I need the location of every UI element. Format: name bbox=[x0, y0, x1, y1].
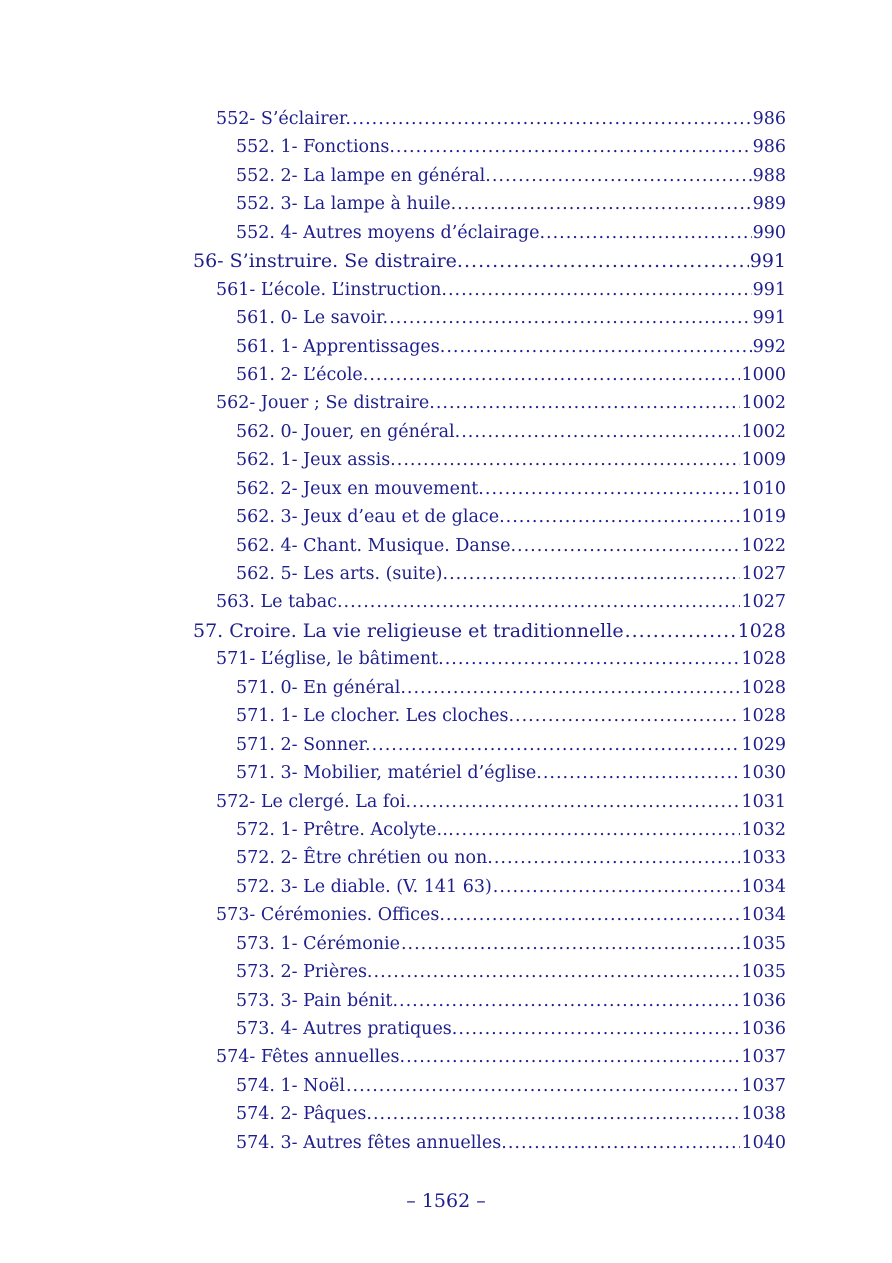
toc-entry[interactable] bbox=[0, 446, 892, 474]
toc-entry[interactable] bbox=[0, 645, 892, 673]
dot-leader bbox=[399, 987, 740, 1015]
toc-entry-page: 1030 bbox=[741, 763, 786, 784]
toc-entry-title: 552. 2- La lampe en général. bbox=[236, 165, 491, 186]
toc-entry[interactable] bbox=[0, 1072, 892, 1100]
toc-entry-title: 562. 2- Jeux en mouvement. bbox=[236, 478, 484, 499]
toc-entry-page: 1038 bbox=[741, 1104, 786, 1125]
toc-entry-row bbox=[236, 1129, 786, 1157]
toc-entry-page: 986 bbox=[752, 137, 786, 158]
toc-entry[interactable] bbox=[0, 503, 892, 531]
dot-leader bbox=[352, 105, 752, 133]
toc-entry-title: 571. 2- Sonner. bbox=[236, 734, 371, 755]
toc-entry-row bbox=[236, 1015, 786, 1043]
toc-entry-title: 571. 1- Le clocher. Les cloches. bbox=[236, 706, 515, 727]
dot-leader bbox=[455, 816, 741, 844]
toc-entry[interactable] bbox=[0, 958, 892, 986]
toc-entry-row bbox=[236, 162, 786, 190]
dot-leader bbox=[346, 1072, 741, 1100]
toc-entry-page: 1034 bbox=[741, 876, 786, 897]
toc-entry-title: 574- Fêtes annuelles. bbox=[216, 1047, 406, 1068]
toc-entry[interactable] bbox=[0, 133, 892, 161]
dot-leader bbox=[412, 788, 740, 816]
toc-entry-title: 562- Jouer ; Se distraire. bbox=[216, 393, 435, 414]
dot-leader bbox=[485, 475, 741, 503]
toc-entry-page: 1037 bbox=[741, 1047, 786, 1068]
toc-entry-title: 574. 3- Autres fêtes annuelles. bbox=[236, 1132, 507, 1153]
toc-entry-title: 571. 3- Mobilier, matériel d’église. bbox=[236, 763, 542, 784]
dot-leader bbox=[515, 702, 740, 730]
toc-entry-title: 572. 1- Prêtre. Acolyte… bbox=[236, 819, 454, 840]
toc-entry-title: 572- Le clergé. La foi. bbox=[216, 791, 412, 812]
toc-entry-page: 991 bbox=[752, 308, 786, 329]
dot-leader bbox=[372, 731, 741, 759]
toc-entry-row bbox=[216, 901, 786, 929]
toc-entry-page: 1034 bbox=[741, 905, 786, 926]
toc-entry-row bbox=[216, 645, 786, 673]
dot-leader bbox=[344, 588, 741, 616]
toc-entry-row bbox=[216, 1043, 786, 1071]
toc-entry[interactable] bbox=[0, 304, 892, 332]
toc-entry[interactable] bbox=[0, 788, 892, 816]
toc-entry[interactable] bbox=[0, 844, 892, 872]
dot-leader bbox=[369, 361, 740, 389]
toc-entry-row bbox=[236, 475, 786, 503]
toc-entry-row bbox=[236, 503, 786, 531]
toc-entry-page: 1028 bbox=[737, 619, 786, 642]
toc-entry-page: 1037 bbox=[741, 1075, 786, 1096]
dot-leader bbox=[543, 759, 741, 787]
dot-leader bbox=[457, 190, 751, 218]
toc-entry-row bbox=[236, 731, 786, 759]
toc-entry-title: 563. Le tabac. bbox=[216, 592, 343, 613]
toc-entry-row bbox=[236, 816, 786, 844]
dot-leader bbox=[546, 219, 752, 247]
toc-entry-row bbox=[236, 702, 786, 730]
toc-entry-page: 1040 bbox=[741, 1132, 786, 1153]
toc-entry[interactable] bbox=[0, 901, 892, 929]
toc-entry-page: 989 bbox=[752, 194, 786, 215]
dot-leader bbox=[407, 674, 741, 702]
toc-entry[interactable] bbox=[0, 333, 892, 361]
toc-entry-page: 1027 bbox=[741, 564, 786, 584]
toc-entry-row bbox=[236, 333, 786, 361]
toc-entry-title: 561. 1- Apprentissages. bbox=[236, 336, 446, 357]
toc-entry-title: 552. 4- Autres moyens d’éclairage. bbox=[236, 222, 546, 243]
toc-entry-title: 572. 2- Être chrétien ou non. bbox=[236, 848, 493, 869]
toc-entry-row bbox=[236, 133, 786, 161]
toc-entry-page: 986 bbox=[752, 109, 786, 129]
toc-entry-page: 1031 bbox=[741, 791, 786, 812]
toc-entry-page: 1036 bbox=[741, 1019, 786, 1039]
toc-entry-title: 552- S’éclairer. bbox=[216, 109, 351, 129]
toc-entry-row bbox=[216, 389, 786, 417]
toc-entry[interactable] bbox=[0, 190, 892, 218]
toc-entry-row bbox=[236, 219, 786, 247]
toc-entry-page: 1002 bbox=[741, 421, 786, 442]
toc-entry[interactable] bbox=[0, 702, 892, 730]
dot-leader bbox=[493, 873, 741, 901]
dot-leader bbox=[506, 503, 741, 531]
toc-entry-row bbox=[236, 1072, 786, 1100]
dot-leader bbox=[464, 247, 749, 275]
dot-leader bbox=[446, 901, 741, 929]
dot-leader bbox=[461, 418, 740, 446]
toc-entry[interactable] bbox=[0, 247, 892, 275]
toc-entry-row bbox=[216, 276, 786, 304]
toc-entry-title: 571. 0- En général. bbox=[236, 677, 406, 698]
dot-leader bbox=[458, 1015, 740, 1043]
toc-entry-row bbox=[236, 532, 786, 560]
toc-entry-page: 1028 bbox=[741, 706, 786, 727]
toc-entry-row bbox=[236, 446, 786, 474]
toc-entry-page: 1033 bbox=[741, 848, 786, 869]
toc-entry-row bbox=[236, 958, 786, 986]
toc-entry[interactable] bbox=[0, 361, 892, 389]
toc-entry-title: 573. 4- Autres pratiques. bbox=[236, 1019, 458, 1039]
toc-entry[interactable] bbox=[0, 1015, 892, 1043]
toc-entry-title: 562. 4- Chant. Musique. Danse. bbox=[236, 535, 517, 556]
table-of-contents bbox=[0, 105, 892, 1157]
dot-leader bbox=[492, 162, 752, 190]
dot-leader bbox=[445, 645, 741, 673]
dot-leader bbox=[448, 276, 752, 304]
toc-entry[interactable] bbox=[0, 987, 892, 1015]
toc-entry-page: 1032 bbox=[741, 819, 786, 840]
toc-entry-page: 990 bbox=[752, 222, 786, 243]
dot-leader bbox=[508, 1129, 741, 1157]
toc-entry-row bbox=[236, 361, 786, 389]
toc-entry-row bbox=[236, 759, 786, 787]
toc-entry-row bbox=[193, 617, 786, 645]
toc-entry[interactable] bbox=[0, 105, 892, 133]
toc-entry-title: 561. 0- Le savoir. bbox=[236, 308, 389, 329]
toc-entry-title: 573- Cérémonies. Offices. bbox=[216, 905, 445, 926]
toc-entry-title: 574. 1- Noël bbox=[236, 1075, 345, 1096]
toc-entry-title: 572. 3- Le diable. (V. 141 63) bbox=[236, 876, 492, 897]
toc-entry[interactable] bbox=[0, 162, 892, 190]
toc-entry-title: 562. 5- Les arts. (suite). bbox=[236, 564, 449, 584]
toc-entry-title: 571- L’église, le bâtiment. bbox=[216, 649, 444, 670]
dot-leader bbox=[446, 333, 751, 361]
toc-entry-page: 991 bbox=[752, 279, 786, 300]
dot-leader bbox=[401, 930, 740, 958]
toc-entry-title: 56- S’instruire. Se distraire. bbox=[193, 250, 463, 273]
toc-entry[interactable] bbox=[0, 930, 892, 958]
toc-entry-title: 552. 3- La lampe à huile. bbox=[236, 194, 457, 215]
toc-entry-page: 1022 bbox=[741, 535, 786, 556]
toc-entry-row bbox=[236, 1100, 786, 1128]
toc-entry-page: 1009 bbox=[741, 450, 786, 471]
dot-leader bbox=[389, 304, 751, 332]
toc-entry-row bbox=[236, 190, 786, 218]
toc-entry[interactable] bbox=[0, 418, 892, 446]
page-number: – 1562 – bbox=[406, 1190, 486, 1212]
toc-entry-page: 1035 bbox=[741, 962, 786, 983]
toc-entry[interactable] bbox=[0, 731, 892, 759]
toc-entry-row bbox=[216, 105, 786, 133]
toc-entry-page: 1029 bbox=[741, 734, 786, 755]
toc-entry-row bbox=[236, 987, 786, 1015]
toc-entry-row bbox=[216, 588, 786, 616]
dot-leader bbox=[406, 1043, 740, 1071]
dot-leader bbox=[625, 617, 737, 645]
toc-entry[interactable] bbox=[0, 219, 892, 247]
toc-entry-title: 561. 2- L’école. bbox=[236, 364, 369, 385]
toc-entry[interactable] bbox=[0, 1129, 892, 1157]
dot-leader bbox=[397, 446, 741, 474]
toc-entry-row bbox=[236, 873, 786, 901]
toc-entry-row bbox=[236, 844, 786, 872]
dot-leader bbox=[517, 532, 740, 560]
toc-entry[interactable] bbox=[0, 1100, 892, 1128]
toc-entry-row bbox=[236, 930, 786, 958]
toc-entry-title: 562. 3- Jeux d’eau et de glace. bbox=[236, 507, 505, 528]
toc-entry[interactable] bbox=[0, 276, 892, 304]
toc-entry[interactable] bbox=[0, 588, 892, 616]
toc-entry[interactable] bbox=[0, 532, 892, 560]
toc-entry-row bbox=[193, 247, 786, 275]
toc-entry-page: 988 bbox=[752, 165, 786, 186]
toc-entry-row bbox=[216, 788, 786, 816]
toc-entry-page: 1028 bbox=[741, 649, 786, 670]
toc-entry[interactable] bbox=[0, 759, 892, 787]
dot-leader bbox=[373, 1100, 741, 1128]
toc-entry[interactable] bbox=[0, 1043, 892, 1071]
toc-entry-row bbox=[236, 560, 786, 588]
toc-entry-title: 57. Croire. La vie religieuse et traditionnelle bbox=[193, 619, 624, 642]
toc-entry-page: 992 bbox=[752, 336, 786, 357]
toc-entry[interactable] bbox=[0, 617, 892, 645]
toc-entry-page: 1027 bbox=[741, 592, 786, 613]
toc-entry-title: 573. 3- Pain bénit. bbox=[236, 990, 399, 1011]
dot-leader bbox=[494, 844, 741, 872]
toc-entry-row bbox=[236, 304, 786, 332]
toc-entry-title: 562. 0- Jouer, en général. bbox=[236, 421, 461, 442]
toc-entry[interactable] bbox=[0, 475, 892, 503]
toc-entry-page: 1036 bbox=[741, 990, 786, 1011]
toc-entry-page: 1002 bbox=[741, 393, 786, 414]
toc-entry[interactable] bbox=[0, 560, 892, 588]
toc-entry-row bbox=[236, 418, 786, 446]
dot-leader bbox=[436, 389, 741, 417]
toc-entry[interactable] bbox=[0, 873, 892, 901]
toc-entry-page: 991 bbox=[749, 250, 786, 273]
toc-entry-page: 1019 bbox=[741, 507, 786, 528]
toc-entry-title: 573. 1- Cérémonie bbox=[236, 933, 400, 954]
toc-entry-page: 1035 bbox=[741, 933, 786, 954]
toc-entry-title: 561- L’école. L’instruction. bbox=[216, 279, 447, 300]
toc-entry-title: 552. 1- Fonctions. bbox=[236, 137, 395, 158]
dot-leader bbox=[374, 958, 741, 986]
toc-entry[interactable] bbox=[0, 674, 892, 702]
toc-entry-row bbox=[236, 674, 786, 702]
toc-entry-title: 562. 1- Jeux assis. bbox=[236, 450, 396, 471]
toc-entry-page: 1000 bbox=[741, 364, 786, 385]
toc-entry[interactable] bbox=[0, 389, 892, 417]
toc-entry-page: 1028 bbox=[741, 677, 786, 698]
toc-entry-page: 1010 bbox=[741, 478, 786, 499]
toc-entry-title: 574. 2- Pâques. bbox=[236, 1104, 372, 1125]
dot-leader bbox=[396, 133, 752, 161]
toc-entry[interactable] bbox=[0, 816, 892, 844]
dot-leader bbox=[449, 560, 740, 588]
toc-entry-title: 573. 2- Prières. bbox=[236, 962, 373, 983]
